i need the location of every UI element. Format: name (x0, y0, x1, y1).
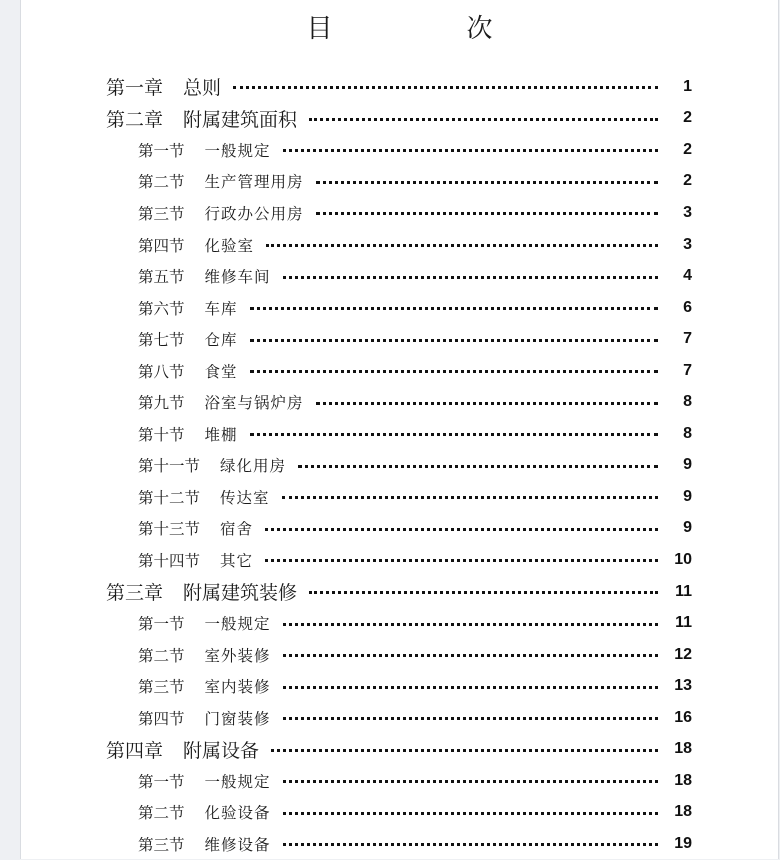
toc-entry-name: 仓库 (204, 331, 238, 350)
toc-entry-number: 第十一节 (138, 457, 201, 476)
toc-entry-page-number: 2 (683, 172, 692, 190)
toc-entry-number: 第五节 (138, 268, 185, 287)
toc-entry-page-number: 2 (683, 140, 692, 158)
toc-entry-name: 门窗装修 (204, 709, 271, 728)
dot-leader (316, 212, 658, 215)
toc-entry-page-number: 9 (683, 519, 692, 537)
dot-leader (283, 149, 658, 152)
toc-entry-page-number: 10 (674, 550, 692, 568)
toc-entry-section[interactable] (21, 828, 778, 860)
toc-entry-name: 一般规定 (204, 615, 271, 634)
toc-entry-name: 一般规定 (204, 141, 271, 160)
dot-leader (283, 780, 658, 783)
toc-entry-name: 绿化用房 (220, 457, 287, 476)
dot-leader (283, 717, 658, 720)
dot-leader (283, 812, 658, 815)
toc-entry-name: 室外装修 (204, 646, 271, 665)
dot-leader (283, 843, 658, 846)
toc-entry-number: 第二节 (138, 804, 185, 823)
toc-entry-name: 宿舍 (220, 520, 254, 539)
toc-entry-page-number: 7 (683, 361, 692, 379)
toc-entry-chapter[interactable] (21, 71, 778, 103)
toc-entry-page-number: 11 (675, 614, 692, 632)
toc-entry-page-number: 18 (674, 740, 692, 758)
toc-entry-page-number: 9 (683, 456, 692, 474)
toc-entry-page-number: 12 (674, 645, 692, 663)
toc-entry-page-number: 8 (683, 393, 692, 411)
toc-entry-name: 生产管理用房 (204, 173, 304, 192)
dot-leader (283, 686, 658, 689)
toc-entry-section[interactable] (21, 797, 778, 829)
toc-entry-page-number: 3 (683, 235, 692, 253)
toc-entry-section[interactable] (21, 765, 778, 797)
toc-entry-name: 化验设备 (204, 804, 271, 823)
toc-entry-page-number: 18 (674, 771, 692, 789)
toc-entry-section[interactable] (21, 544, 778, 576)
toc-entry-name: 传达室 (220, 488, 270, 507)
toc-entry-name: 食堂 (204, 362, 238, 381)
dot-leader (298, 465, 658, 468)
dot-leader (233, 86, 658, 89)
toc-entry-name: 附属建筑面积 (183, 108, 298, 131)
toc-entry-page-number: 7 (683, 330, 692, 348)
dot-leader (250, 370, 658, 373)
toc-entry-name: 附属设备 (183, 739, 260, 762)
toc-entry-number: 第十四节 (138, 551, 201, 570)
toc-entry-number: 第四节 (138, 709, 185, 728)
toc-entry-number: 第十节 (138, 425, 185, 444)
toc-entry-number: 第三节 (138, 678, 185, 697)
dot-leader (265, 528, 658, 531)
toc-entry-chapter[interactable] (21, 103, 778, 135)
toc-entry-name: 维修设备 (204, 835, 271, 854)
toc-entry-chapter[interactable] (21, 733, 778, 765)
toc-entry-page-number: 8 (683, 424, 692, 442)
toc-entry-name: 维修车间 (204, 268, 271, 287)
toc-entry-page-number: 4 (683, 267, 692, 285)
toc-entry-section[interactable] (21, 702, 778, 734)
toc-entry-page-number: 11 (675, 582, 692, 600)
dot-leader (282, 496, 658, 499)
toc-entry-section[interactable] (21, 355, 778, 387)
toc-entry-page-number: 3 (683, 203, 692, 221)
toc-entry-number: 第一章 (106, 77, 164, 100)
toc-entry-section[interactable] (21, 639, 778, 671)
toc-entry-number: 第一节 (138, 615, 185, 634)
toc-entry-section[interactable] (21, 323, 778, 355)
table-of-contents (21, 71, 778, 860)
toc-entry-page-number: 9 (683, 487, 692, 505)
toc-entry-number: 第七节 (138, 331, 185, 350)
toc-entry-section[interactable] (21, 418, 778, 450)
toc-entry-section[interactable] (21, 386, 778, 418)
toc-entry-number: 第二节 (138, 646, 185, 665)
toc-entry-page-number: 13 (674, 677, 692, 695)
toc-entry-number: 第四章 (106, 739, 164, 762)
toc-entry-number: 第三章 (106, 582, 164, 605)
toc-entry-number: 第九节 (138, 394, 185, 413)
toc-entry-number: 第二节 (138, 173, 185, 192)
toc-entry-section[interactable] (21, 607, 778, 639)
toc-entry-page-number: 16 (674, 708, 692, 726)
document-page (20, 0, 779, 859)
toc-entry-number: 第一节 (138, 772, 185, 791)
dot-leader (271, 749, 658, 752)
toc-entry-section[interactable] (21, 229, 778, 261)
dot-leader (309, 118, 658, 121)
dot-leader (316, 181, 658, 184)
toc-entry-name: 浴室与锅炉房 (204, 394, 304, 413)
dot-leader (309, 591, 658, 594)
toc-entry-number: 第八节 (138, 362, 185, 381)
toc-entry-page-number: 1 (683, 77, 692, 95)
toc-entry-name: 一般规定 (204, 772, 271, 791)
toc-entry-chapter[interactable] (21, 576, 778, 608)
toc-entry-name: 堆棚 (204, 425, 238, 444)
dot-leader (316, 402, 658, 405)
dot-leader (283, 276, 658, 279)
toc-entry-page-number: 2 (683, 109, 692, 127)
toc-entry-name: 附属建筑装修 (183, 582, 298, 605)
toc-entry-name: 室内装修 (204, 678, 271, 697)
dot-leader (250, 433, 658, 436)
toc-title: 目 次 (306, 14, 547, 44)
toc-entry-number: 第十二节 (138, 488, 201, 507)
toc-entry-section[interactable] (21, 260, 778, 292)
toc-entry-number: 第一节 (138, 141, 185, 160)
toc-entry-section[interactable] (21, 450, 778, 482)
dot-leader (283, 654, 658, 657)
toc-entry-name: 化验室 (204, 236, 255, 255)
toc-entry-section[interactable] (21, 166, 778, 198)
toc-entry-name: 其它 (220, 551, 254, 570)
toc-entry-section[interactable] (21, 197, 778, 229)
toc-entry-page-number: 19 (674, 834, 692, 852)
toc-entry-section[interactable] (21, 481, 778, 513)
toc-entry-number: 第十三节 (138, 520, 201, 539)
toc-entry-name: 车库 (204, 299, 238, 318)
dot-leader (265, 559, 658, 562)
toc-entry-page-number: 18 (674, 803, 692, 821)
toc-entry-section[interactable] (21, 513, 778, 545)
dot-leader (250, 307, 658, 310)
dot-leader (266, 244, 658, 247)
toc-entry-number: 第四节 (138, 236, 185, 255)
dot-leader (250, 339, 658, 342)
toc-entry-number: 第三节 (138, 204, 185, 223)
toc-entry-page-number: 6 (683, 298, 692, 316)
toc-entry-section[interactable] (21, 670, 778, 702)
toc-entry-name: 行政办公用房 (204, 204, 304, 223)
toc-entry-number: 第三节 (138, 835, 185, 854)
toc-entry-section[interactable] (21, 134, 778, 166)
toc-entry-section[interactable] (21, 292, 778, 324)
dot-leader (283, 623, 658, 626)
toc-entry-number: 第六节 (138, 299, 185, 318)
toc-entry-name: 总则 (183, 77, 222, 100)
toc-entry-number: 第二章 (106, 108, 164, 131)
